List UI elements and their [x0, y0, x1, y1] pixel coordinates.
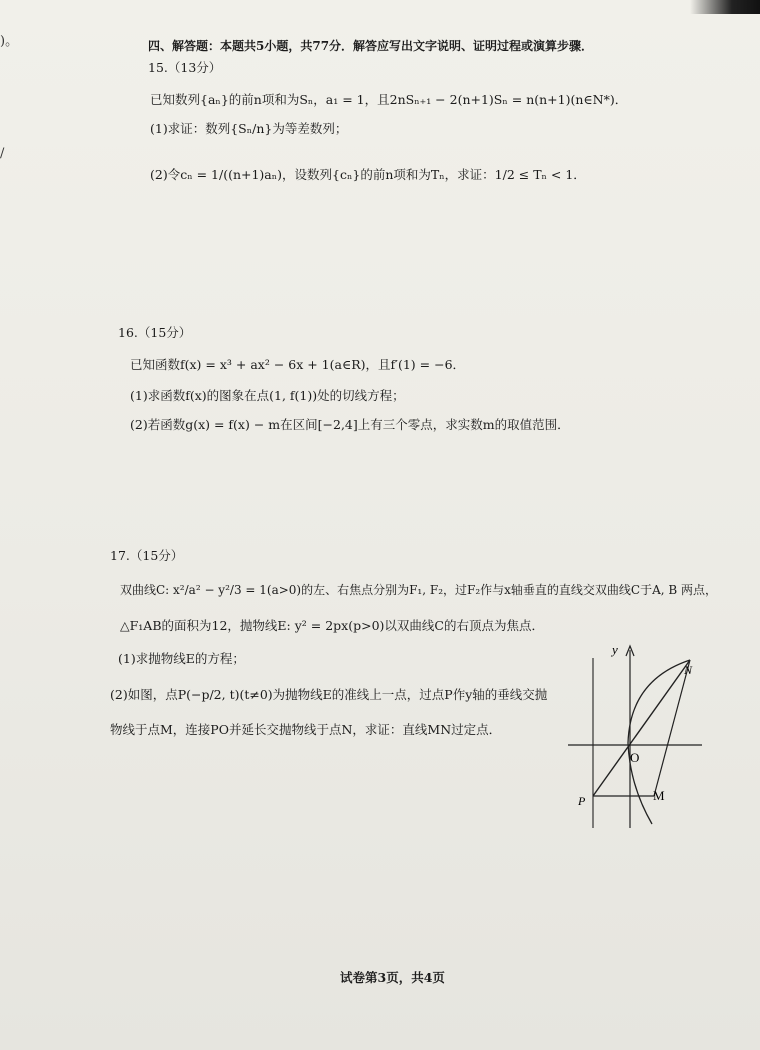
edge-mark-1: )。	[0, 34, 19, 49]
problem-15-part2: (2)令cₙ = 1/((n+1)aₙ)，设数列{cₙ}的前n项和为Tₙ，求证：1/2 ≤ Tₙ < 1．	[150, 167, 586, 182]
label-o: O	[630, 750, 640, 765]
problem-17-part2-line1: (2)如图，点P(−p/2, t)(t≠0)为抛物线E的准线上一点，过点P作y轴的垂线交抛	[110, 687, 548, 702]
scan-corner-shadow	[690, 0, 760, 14]
problem-17-part2-line2: 物线于点M，连接PO并延长交抛物线于点N，求证：直线MN过定点．	[110, 722, 502, 737]
problem-17-stem-2: △F₁AB的面积为12，抛物线E: y² = 2px(p>0)以双曲线C的右顶点为焦点．	[120, 618, 544, 633]
problem-15-header: 15.（13分）	[148, 60, 222, 75]
problem-15-part1: (1)求证：数列{Sₙ/n}为等差数列；	[150, 121, 348, 136]
page-footer: 试卷第3页，共4页	[340, 970, 445, 985]
label-p: P	[578, 794, 586, 808]
problem-16-stem: 已知函数f(x) = x³ + ax² − 6x + 1(a∈R)，且f′(1) = −6．	[130, 357, 466, 372]
line-pn	[593, 660, 690, 796]
problem-16-part1: (1)求函数f(x)的图象在点(1, f(1))处的切线方程；	[130, 388, 405, 403]
section-header: 四、解答题：本题共5小题，共77分．解答应写出文字说明、证明过程或演算步骤．	[148, 39, 594, 53]
edge-mark-2: /	[0, 146, 5, 161]
problem-16-part2: (2)若函数g(x) = f(x) − m在区间[−2,4]上有三个零点，求实数m的取值范围．	[130, 417, 570, 432]
problem-16-header: 16.（15分）	[118, 325, 192, 340]
line-mn	[654, 660, 690, 796]
problem-15-stem: 已知数列{aₙ}的前n项和为Sₙ，a₁ = 1，且2nSₙ₊₁ − 2(n+1)Sₙ = n(n+1)(n∈N*)．	[150, 92, 628, 107]
label-y: y	[612, 642, 618, 657]
parabola-figure	[562, 638, 710, 832]
problem-17-stem-1: 双曲线C: x²/a² − y²/3 = 1(a>0)的左、右焦点分别为F₁, F₂，过F₂作与x轴垂直的直线交双曲线C于A, B 两点，	[120, 583, 718, 597]
label-m: M	[653, 788, 665, 803]
problem-17-header: 17.（15分）	[110, 548, 184, 563]
label-n: N	[684, 663, 693, 677]
problem-17-part1: (1)求抛物线E的方程；	[118, 651, 245, 666]
